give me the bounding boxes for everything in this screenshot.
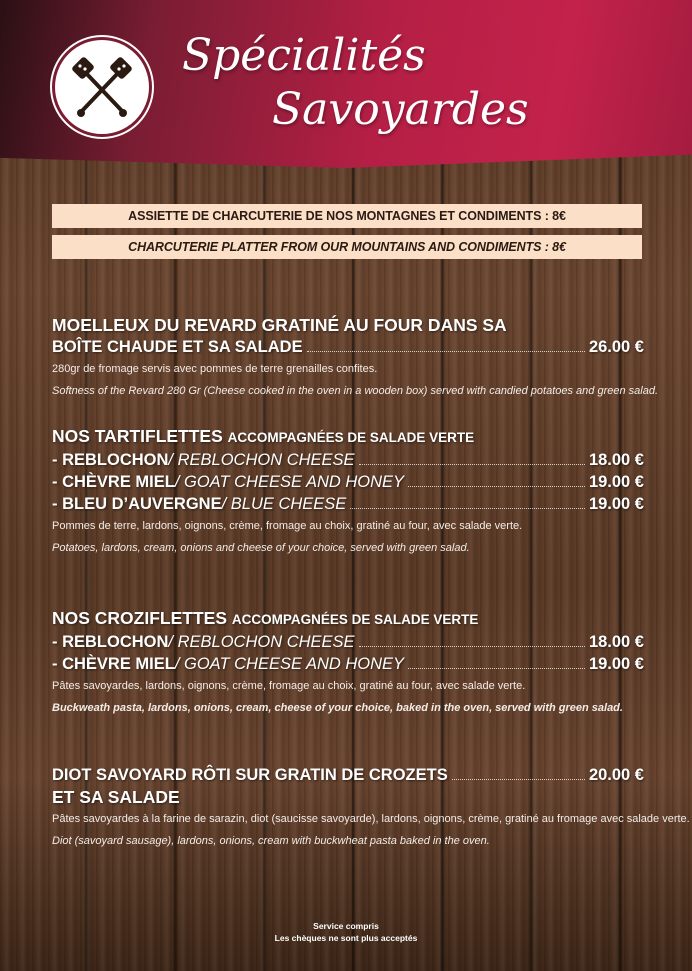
dot-leader [307, 351, 585, 352]
dot-leader [452, 779, 585, 780]
item-name: - CHÈVRE MIEL [52, 655, 175, 673]
page-title-line2: Savoyardes [272, 84, 529, 135]
item-price: 18.00 € [588, 633, 644, 651]
moelleux-desc-fr: 280gr de fromage servis avec pommes de terre grenailles confites. [52, 363, 378, 375]
item-price: 19.00 € [588, 655, 644, 673]
item-name-en: / GOAT CHEESE AND HONEY [174, 473, 405, 491]
charcuterie-banner-fr: ASSIETTE DE CHARCUTERIE DE NOS MONTAGNES ET CONDIMENTS : 8€ [52, 204, 642, 228]
menu-item [52, 449, 644, 471]
menu-item [52, 631, 644, 653]
item-name-en: / REBLOCHON CHEESE [168, 451, 355, 469]
croziflettes-subtitle: ACCOMPAGNÉES DE SALADE VERTE [231, 612, 479, 627]
footer-service: Service compris [313, 921, 379, 931]
moelleux-section [52, 314, 658, 398]
item-price: 18.00 € [588, 451, 644, 469]
tartiflettes-desc-fr: Pommes de terre, lardons, oignons, crème, fromage au choix, gratiné au four, avec salade verte. [52, 520, 523, 532]
item-name-en: / REBLOCHON CHEESE [168, 633, 355, 651]
croziflettes-heading [52, 607, 644, 631]
menu-item [52, 653, 644, 675]
dot-leader [408, 486, 585, 487]
diot-section [52, 764, 690, 848]
croziflettes-title: NOS CROZIFLETTES [52, 608, 227, 628]
item-name-en: / BLUE CHEESE [221, 495, 347, 513]
moelleux-item [52, 336, 644, 358]
moelleux-desc-en: Softness of the Revard 280 Gr (Cheese cooked in the oven in a wooden box) served with candied potatoes and green salad. [52, 385, 658, 397]
tartiflettes-desc-en: Potatoes, lardons, cream, onions and cheese of your choice, served with green salad. [52, 542, 470, 554]
moelleux-price: 26.00 € [588, 338, 644, 356]
page-title-line1: Spécialités [182, 30, 426, 81]
tartiflettes-subtitle: ACCOMPAGNÉES DE SALADE VERTE [227, 430, 475, 445]
dot-leader [350, 508, 585, 509]
dot-leader [359, 646, 585, 647]
item-name: - BLEU D’AUVERGNE [52, 495, 222, 513]
diot-price: 20.00 € [588, 766, 644, 784]
croziflettes-section [52, 607, 644, 715]
diot-desc-en: Diot (savoyard sausage), lardons, onions, cream with buckwheat pasta baked in the oven. [52, 835, 490, 847]
tartiflettes-heading [52, 425, 644, 449]
dot-leader [359, 464, 585, 465]
footer-cheques: Les chèques ne sont plus acceptés [274, 933, 418, 943]
dot-leader [408, 668, 585, 669]
moelleux-title-line1: MOELLEUX DU REVARD GRATINÉ AU FOUR DANS SA [52, 315, 507, 335]
item-name: - REBLOCHON [52, 633, 169, 651]
item-price: 19.00 € [588, 473, 644, 491]
diot-desc-fr: Pâtes savoyardes à la farine de sarazin, diot (saucisse savoyarde), lardons, oignons, crème, gratiné au fromage avec salade verte. [52, 813, 690, 825]
item-name-en: / GOAT CHEESE AND HONEY [174, 655, 405, 673]
menu-item [52, 493, 644, 515]
item-name: - CHÈVRE MIEL [52, 473, 175, 491]
tartiflettes-section [52, 425, 644, 555]
moelleux-title-line2: BOÎTE CHAUDE ET SA SALADE [52, 338, 303, 356]
diot-title-line2: ET SA SALADE [52, 787, 180, 807]
item-name: - REBLOCHON [52, 451, 169, 469]
menu-item [52, 471, 644, 493]
crossed-raclette-scrapers-icon [52, 37, 152, 137]
charcuterie-banner-en: CHARCUTERIE PLATTER FROM OUR MOUNTAINS AND CONDIMENTS : 8€ [52, 235, 642, 259]
diot-title-line1: DIOT SAVOYARD RÔTI SUR GRATIN DE CROZETS [52, 766, 448, 784]
tartiflettes-title: NOS TARTIFLETTES [52, 426, 223, 446]
diot-item [52, 764, 644, 786]
item-price: 19.00 € [588, 495, 644, 513]
croziflettes-desc-fr: Pâtes savoyardes, lardons, oignons, crème, fromage au choix, gratiné au four, avec salade verte. [52, 680, 526, 692]
croziflettes-desc-en: Buckweath pasta, lardons, onions, cream, cheese of your choice, baked in the oven, served with green salad. [52, 702, 623, 714]
